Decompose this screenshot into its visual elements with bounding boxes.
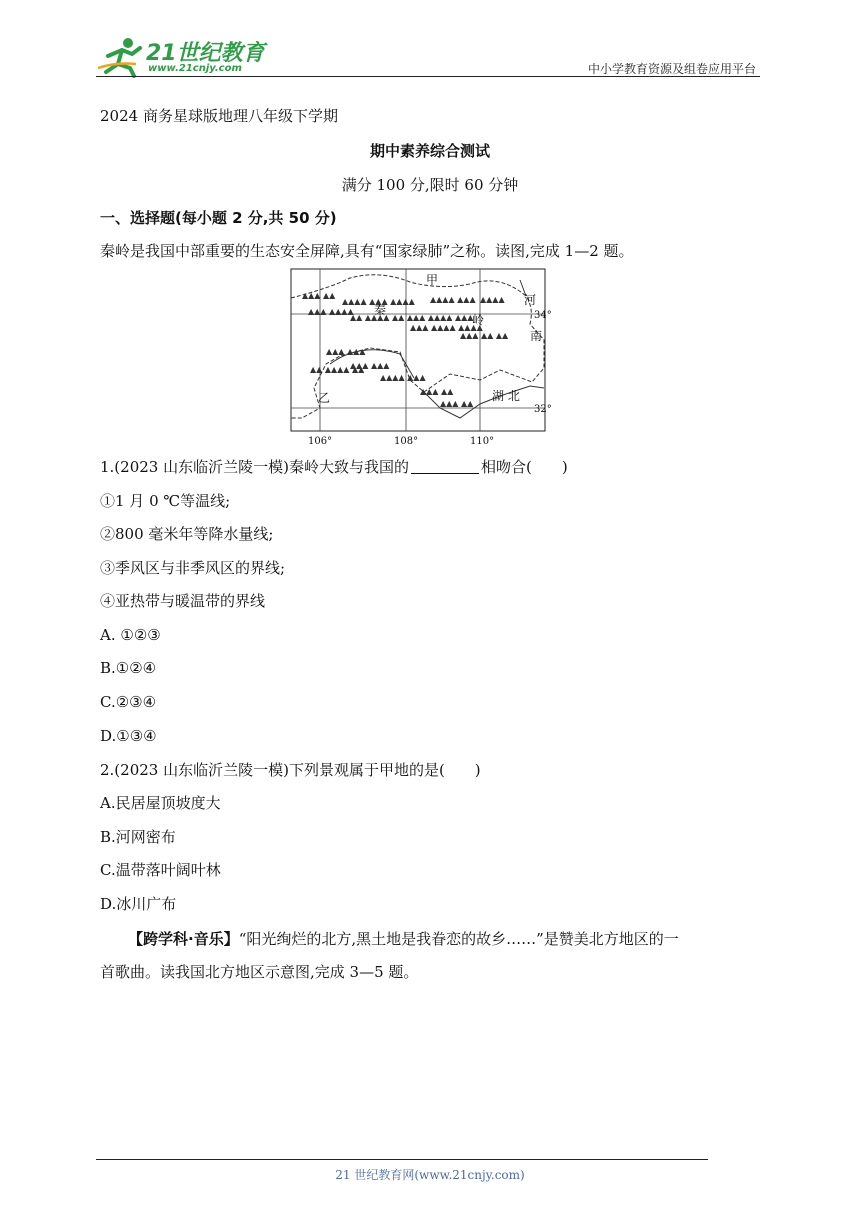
- q2-option-b[interactable]: B.河网密布: [100, 828, 176, 846]
- exam-info: 满分 100 分,限时 60 分钟: [341, 176, 519, 194]
- q1-item: ②800 毫米年等降水量线;: [100, 525, 274, 543]
- lat-label-32: 32°: [534, 404, 552, 415]
- svg-text:▲▲▲▲ ▲▲▲: ▲▲▲▲ ▲▲▲: [430, 295, 476, 304]
- header-divider: [96, 76, 760, 77]
- section-heading: 一、选择题(每小题 2 分,共 50 分): [100, 209, 337, 227]
- lat-label-34: 34°: [534, 310, 552, 321]
- map-label-hubei: 湖 北: [492, 389, 520, 403]
- svg-text:▲▲▲ ▲▲▲: ▲▲▲ ▲▲▲: [326, 347, 366, 356]
- q2-stem: 2.(2023 山东临沂兰陵一模)下列景观属于甲地的是( ): [100, 761, 481, 779]
- q2-option-c[interactable]: C.温带落叶阔叶林: [100, 861, 221, 879]
- lon-label-108: 108°: [394, 436, 419, 447]
- svg-text:▲▲▲ ▲▲ ▲▲: ▲▲▲ ▲▲ ▲▲: [460, 331, 509, 340]
- q1-stem-part-b: 相吻合( ): [480, 458, 568, 476]
- q1-item: ①1 月 0 ℃等温线;: [100, 492, 231, 510]
- svg-text:▲▲▲ ▲▲: ▲▲▲ ▲▲: [420, 387, 454, 396]
- footer-link[interactable]: 21 世纪教育网(www.21cnjy.com): [335, 1168, 525, 1182]
- q1-option-a[interactable]: A. ①②③: [100, 626, 161, 644]
- q1-option-b[interactable]: B.①②④: [100, 659, 157, 677]
- lon-label-106: 106°: [308, 436, 333, 447]
- q1-stem-part-a: 1.(2023 山东临沂兰陵一模)秦岭大致与我国的: [100, 458, 409, 476]
- cross-subject-tag: 【跨学科·音乐】: [128, 930, 239, 948]
- q1-answer-blank[interactable]: [411, 457, 479, 474]
- svg-text:▲▲▲ ▲▲: ▲▲▲ ▲▲: [440, 399, 474, 408]
- q1-item: ③季风区与非季风区的界线;: [100, 559, 286, 577]
- map-label-he: 河: [524, 293, 537, 307]
- footer-divider: [96, 1159, 708, 1160]
- lon-label-110: 110°: [470, 436, 495, 447]
- svg-text:▲▲▲▲ ▲▲▲: ▲▲▲▲ ▲▲▲: [380, 373, 426, 382]
- qinling-map: [290, 268, 554, 452]
- site-logo: [96, 34, 266, 78]
- svg-text:▲▲▲ ▲▲▲▲: ▲▲▲ ▲▲▲▲: [308, 307, 354, 316]
- exam-title: 期中素养综合测试: [369, 142, 490, 160]
- svg-text:▲▲▲ ▲▲: ▲▲▲ ▲▲: [302, 291, 336, 300]
- q2-option-a[interactable]: A.民居屋顶坡度大: [100, 794, 221, 812]
- svg-text:▲▲▲▲ ▲▲▲ ▲▲▲▲: ▲▲▲▲ ▲▲▲ ▲▲▲▲: [342, 297, 415, 306]
- svg-text:▲▲▲ ▲▲▲▲ ▲▲▲▲: ▲▲▲ ▲▲▲▲ ▲▲▲▲: [410, 323, 483, 332]
- q1-option-d[interactable]: D.①③④: [100, 727, 157, 745]
- q1-item: ④亚热带与暖温带的界线: [100, 592, 266, 610]
- qinling-map-figure: [290, 268, 554, 452]
- q2-option-d[interactable]: D.冰川广布: [100, 895, 177, 913]
- logo-main-text: 21世纪教育: [146, 41, 265, 66]
- map-label-ling: 岭: [472, 313, 485, 327]
- logo-url-text: www.21cnjy.com: [148, 63, 242, 74]
- q1-option-c[interactable]: C.②③④: [100, 693, 157, 711]
- cross-subject-text-1: “阳光绚烂的北方,黑土地是我眷恋的故乡……”是赞美北方地区的一: [238, 930, 679, 948]
- map-label-yi: 乙: [318, 391, 331, 405]
- map-label-jia: 甲: [426, 273, 439, 287]
- cross-subject-line2: 首歌曲。读我国北方地区示意图,完成 3—5 题。: [100, 963, 419, 981]
- map-label-qin: 秦: [374, 303, 387, 317]
- cross-subject-line1: [128, 929, 679, 949]
- map-label-nan: 南: [530, 329, 543, 343]
- svg-text:▲▲ ▲▲▲▲ ▲▲: ▲▲ ▲▲▲▲ ▲▲: [310, 365, 365, 374]
- intro-text: 秦岭是我国中部重要的生态安全屏障,具有“国家绿肺”之称。读图,完成 1—2 题。: [100, 242, 634, 260]
- exam-subtitle: 2024 商务星球版地理八年级下学期: [100, 107, 338, 125]
- svg-text:▲▲ ▲▲▲▲ ▲▲ ▲▲▲ ▲▲▲▲ ▲▲▲: ▲▲ ▲▲▲▲ ▲▲ ▲▲▲ ▲▲▲▲ ▲▲▲: [350, 313, 474, 322]
- header-platform-text: 中小学教育资源及组卷应用平台: [587, 62, 756, 76]
- q1-stem: [100, 457, 568, 477]
- svg-text:▲▲▲ ▲▲▲: ▲▲▲ ▲▲▲: [350, 361, 390, 370]
- svg-text:▲▲▲▲: ▲▲▲▲: [480, 295, 505, 304]
